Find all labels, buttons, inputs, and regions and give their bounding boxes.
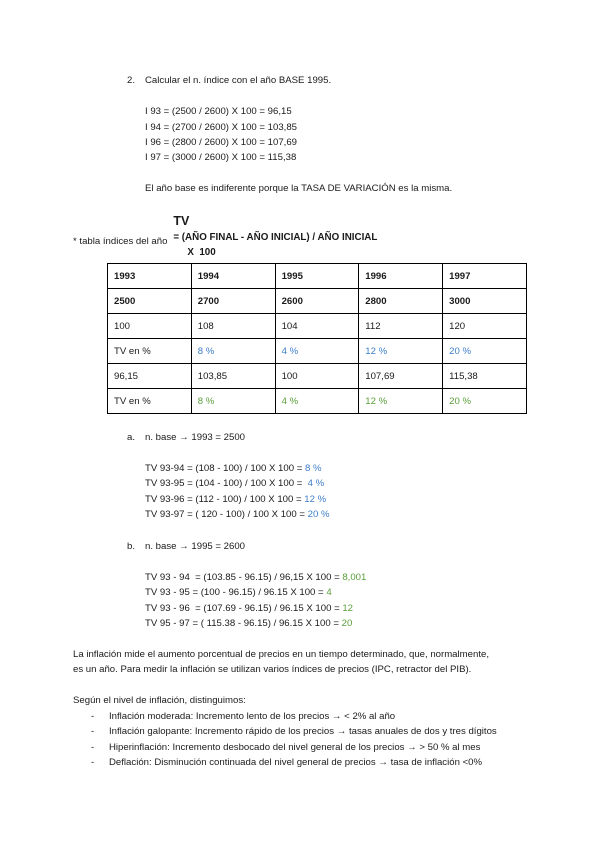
part-a-calc-line xyxy=(145,463,322,475)
table-cell: 4 % xyxy=(275,339,359,364)
calc-result: 8,001 xyxy=(342,572,367,583)
table-cell: 100 xyxy=(108,314,192,339)
index-formula-96: I 96 = (2800 / 2600) X 100 = 107,69 xyxy=(145,137,298,148)
table-cell: 120 xyxy=(443,314,527,339)
inflation-paragraph-line-1: La inflación mide el aumento porcentual de precios en un tiempo determinado, que, normalmente, xyxy=(73,649,489,660)
calc-expression: TV 93-95 = (104 - 100) / 100 X 100 = xyxy=(145,478,305,490)
calc-expression: TV 95 - 97 = ( 115.38 - 96.15) / 96.15 X 100 = xyxy=(145,617,342,629)
table-cell: 96,15 xyxy=(108,364,192,389)
part-b-marker: b. xyxy=(127,541,136,552)
bullet-dash: - xyxy=(91,726,95,738)
tv-formula-symbol: TV xyxy=(173,214,190,228)
table-cell: 2800 xyxy=(359,289,443,314)
index-formula-93: I 93 = (2500 / 2600) X 100 = 96,15 xyxy=(145,106,292,117)
table-cell: 103,85 xyxy=(191,364,275,389)
part-b-heading: n. base → 1995 = 2600 xyxy=(145,541,246,552)
table-cell: 108 xyxy=(191,314,275,339)
table-cell: 107,69 xyxy=(359,364,443,389)
calc-expression: TV 93-96 = (112 - 100) / 100 X 100 = xyxy=(145,493,305,505)
inflation-levels-intro: Según el nivel de inflación, distinguimos: xyxy=(73,695,246,706)
table-cell: 1995 xyxy=(275,264,359,289)
calc-expression: TV 93 - 96 = (107.69 - 96.15) / 96.15 X 100 = xyxy=(145,602,343,614)
index-table xyxy=(107,263,527,414)
table-cell: TV en % xyxy=(108,389,192,414)
table-cell: 112 xyxy=(359,314,443,339)
part-a-calc-line xyxy=(145,509,330,521)
table-caption: * tabla índices del año xyxy=(73,236,168,247)
table-cell: 2700 xyxy=(191,289,275,314)
table-cell: 100 xyxy=(275,364,359,389)
part-b-calc-line xyxy=(145,587,332,599)
table-cell: 3000 xyxy=(443,289,527,314)
calc-result: 12 % xyxy=(304,493,327,505)
tv-formula-expression: = (AÑO FINAL - AÑO INICIAL) / AÑO INICIAL xyxy=(173,232,378,243)
table-cell: 104 xyxy=(275,314,359,339)
table-cell: 1994 xyxy=(191,264,275,289)
part-a-marker: a. xyxy=(127,432,136,443)
table-row xyxy=(108,364,527,389)
part-a-calc-line xyxy=(145,494,326,506)
table-cell: 12 % xyxy=(359,339,443,364)
step-number: 2. xyxy=(127,75,136,86)
calc-expression: TV 93 - 94 = (103.85 - 96.15) / 96,15 X 100 = xyxy=(145,572,343,583)
bullet-dash: - xyxy=(91,711,95,722)
part-b-calc-line xyxy=(145,572,366,584)
calc-expression: TV 93-97 = ( 120 - 100) / 100 X 100 = xyxy=(145,508,308,520)
calc-result: 4 % xyxy=(305,478,325,490)
table-row xyxy=(108,339,527,364)
table-cell: 8 % xyxy=(191,339,275,364)
part-a-heading: n. base → 1993 = 2500 xyxy=(145,432,246,443)
tv-formula-multiplier: X 100 xyxy=(187,247,216,258)
calc-result: 4 xyxy=(326,587,332,599)
table-cell: 8 % xyxy=(191,389,275,414)
table-cell: 1997 xyxy=(443,264,527,289)
bullet-dash: - xyxy=(91,756,95,768)
inflation-level-item: Hiperinflación: Incremento desbocado del nivel general de los precios → > 50 % al mes xyxy=(109,741,481,753)
table-cell: 12 % xyxy=(359,389,443,414)
calc-result: 20 % xyxy=(307,508,330,520)
table-row xyxy=(108,264,527,289)
table-row xyxy=(108,389,527,414)
index-formula-94: I 94 = (2700 / 2600) X 100 = 103,85 xyxy=(145,122,298,133)
part-a-calc-line xyxy=(145,478,324,490)
table-cell: 1993 xyxy=(108,264,192,289)
inflation-level-item: Inflación galopante: Incremento rápido de los precios → tasas anuales de dos y tres dígitos xyxy=(109,726,497,738)
table-cell: 20 % xyxy=(443,389,527,414)
bullet-dash: - xyxy=(91,741,95,753)
index-formula-97: I 97 = (3000 / 2600) X 100 = 115,38 xyxy=(145,152,297,163)
calc-expression: TV 93 - 95 = (100 - 96.15) / 96.15 X 100 = xyxy=(145,587,327,599)
table-cell: 2600 xyxy=(275,289,359,314)
table-cell: 2500 xyxy=(108,289,192,314)
calc-result: 20 xyxy=(341,617,353,629)
table-cell: 4 % xyxy=(275,389,359,414)
table-cell: TV en % xyxy=(108,339,192,364)
calc-result: 8 % xyxy=(305,463,322,474)
table-row xyxy=(108,289,527,314)
part-b-calc-line xyxy=(145,618,352,630)
base-year-note: El año base es indiferente porque la TASA DE VARIACIÓN es la misma. xyxy=(145,183,453,194)
tv-formula xyxy=(168,199,377,260)
inflation-paragraph-line-2: es un año. Para medir la inflación se utilizan varios índices de precios (IPC, retractor del PIB). xyxy=(73,664,472,675)
table-cell: 115,38 xyxy=(443,364,527,389)
calc-expression: TV 93-94 = (108 - 100) / 100 X 100 = xyxy=(145,463,305,474)
inflation-level-item: Inflación moderada: Incremento lento de los precios → < 2% al año xyxy=(109,711,396,722)
inflation-level-item: Deflación: Disminución continuada del nivel general de precios → tasa de inflación <0% xyxy=(109,756,483,768)
part-b-calc-line xyxy=(145,603,353,615)
calc-result: 12 xyxy=(342,602,354,614)
table-row xyxy=(108,314,527,339)
table-cell: 20 % xyxy=(443,339,527,364)
step-title: Calcular el n. índice con el año BASE 1995. xyxy=(145,75,332,86)
table-cell: 1996 xyxy=(359,264,443,289)
